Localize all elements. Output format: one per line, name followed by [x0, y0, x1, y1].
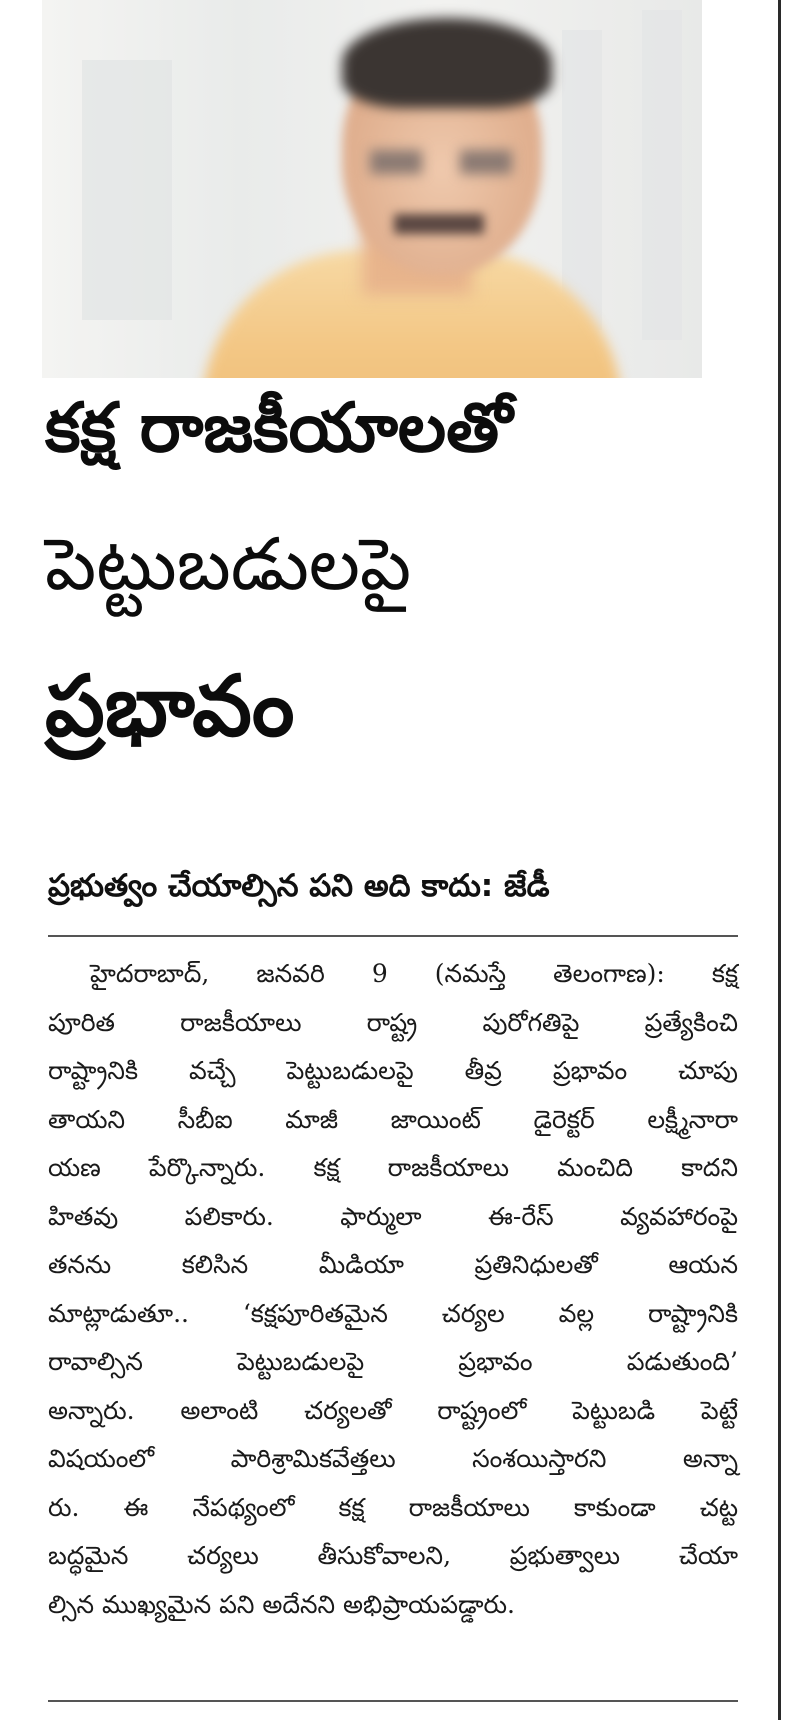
photo-subject-mustache	[394, 214, 484, 234]
divider	[48, 1700, 738, 1702]
body-line: హైదరాబాద్, జనవరి 9 (నమస్తే తెలంగాణ): కక్ష	[90, 959, 738, 988]
article-photo	[42, 0, 702, 378]
body-line: పూరిత రాజకీయాలు రాష్ట్ర పురోగతిపై ప్రత్యేకించి	[48, 1007, 738, 1037]
photo-background-shape	[642, 10, 682, 340]
body-line: రాష్ట్రానికి వచ్చే పెట్టుబడులపై తీవ్ర ప్రభావం చూపు	[48, 1056, 738, 1085]
headline-line-1: కక్ష రాజకీయాలతో	[45, 389, 513, 468]
subheadline: ప్రభుత్వం చేయాల్సిన పని అది కాదు: జేడీ	[48, 868, 550, 904]
body-line: యణ పేర్కొన్నారు. కక్ష రాజకీయాలు మంచిది కాదని	[48, 1153, 738, 1182]
body-line: తాయని సీబీఐ మాజీ జాయింట్ డైరెక్టర్ లక్ష్మీనారా	[48, 1104, 738, 1134]
photo-subject-hair	[342, 18, 552, 108]
photo-subject-eye	[460, 150, 512, 174]
body-line: తనను కలిసిన మీడియా ప్రతినిధులతో ఆయన	[48, 1250, 738, 1279]
body-line: మాట్లాడుతూ.. ‘కక్షపూరితమైన చర్యల వల్ల రాష్ట్రానికి	[48, 1298, 738, 1328]
column-rule	[778, 0, 781, 1720]
headline-line-3: ప్రభావం	[45, 657, 295, 755]
photo-background-shape	[82, 60, 172, 320]
body-line: విషయంలో పారిశ్రామికవేత్తలు సంశయిస్తారని అన్నా	[48, 1444, 738, 1473]
headline-line-2: పెట్టుబడులపై	[45, 522, 412, 606]
article-body	[48, 950, 738, 1629]
body-line: హితవు పలికారు. ఫార్ములా ఈ-రేస్ వ్యవహారంపై	[48, 1201, 738, 1231]
body-line: అన్నారు. అలాంటి చర్యలతో రాష్ట్రంలో పెట్టుబడి పెట్టే	[48, 1395, 738, 1425]
photo-background-shape	[562, 30, 602, 330]
body-line: బద్ధమైన చర్యలు తీసుకోవాలని, ప్రభుత్వాలు చేయా	[48, 1541, 738, 1570]
body-line: ల్సిన ముఖ్యమైన పని అదేనని అభిప్రాయపడ్డారు.	[48, 1589, 515, 1619]
photo-subject-eye	[370, 150, 422, 174]
body-line: రావాల్సిన పెట్టుబడులపై ప్రభావం పడుతుంది’	[48, 1347, 738, 1376]
body-line: రు. ఈ నేపథ్యంలో కక్ష రాజకీయాలు కాకుండా చట్ట	[48, 1492, 738, 1522]
divider	[48, 935, 738, 937]
